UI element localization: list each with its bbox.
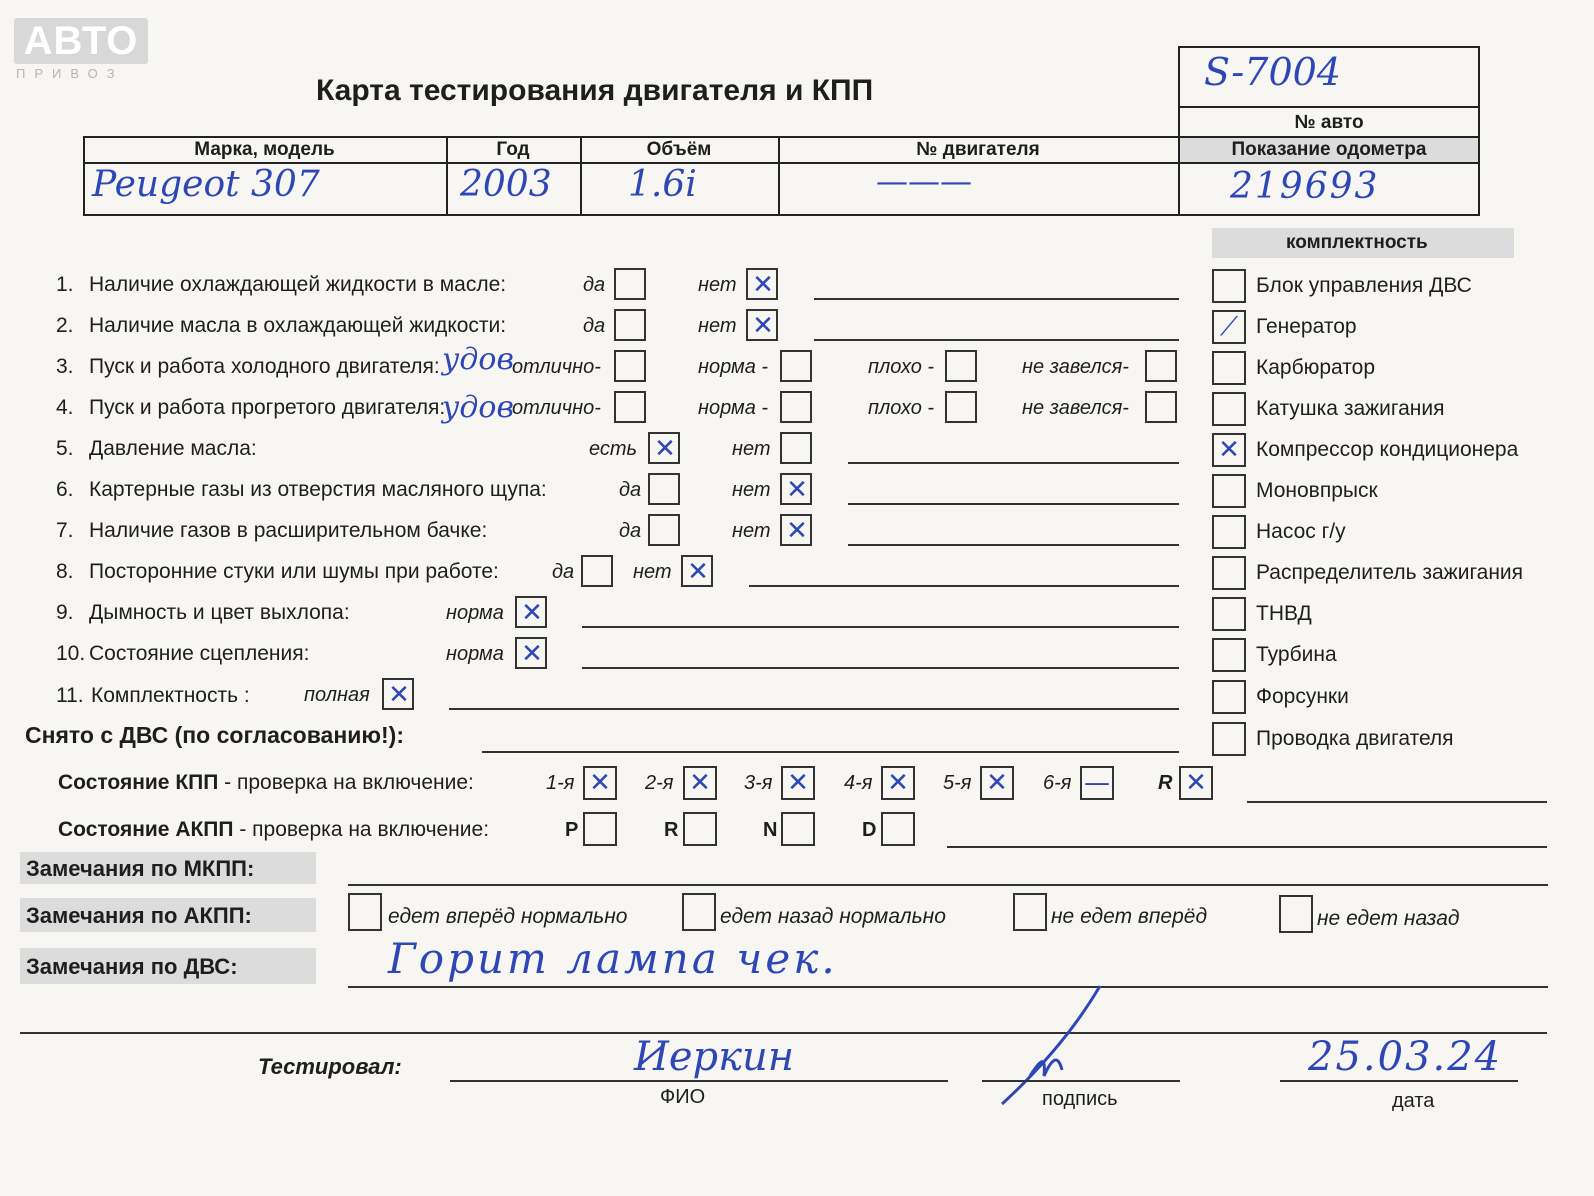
year-label: Год xyxy=(496,139,530,160)
checkbox[interactable] xyxy=(945,350,977,382)
completeness-checkbox[interactable] xyxy=(1212,680,1246,714)
notes-line xyxy=(814,298,1179,300)
akpp-checkbox[interactable] xyxy=(683,812,717,846)
gear-checkbox-checked[interactable] xyxy=(1179,766,1213,800)
checkbox[interactable] xyxy=(614,309,646,341)
kpp-label-bold: Состояние КПП xyxy=(58,771,219,794)
completeness-item: Распределитель зажигания xyxy=(1256,561,1524,584)
completeness-item: Компрессор кондиционера xyxy=(1256,438,1519,461)
option-label: нет xyxy=(732,520,771,542)
gear-label: 2-я xyxy=(645,772,674,794)
completeness-checkbox[interactable] xyxy=(1212,597,1246,631)
check-mark-icon: ⟋ xyxy=(1219,312,1239,342)
checkbox-checked[interactable] xyxy=(681,555,713,587)
plate-value: S-7004 xyxy=(1204,50,1341,94)
question-number: 11. xyxy=(56,684,84,707)
logo-subtitle: ПРИВОЗ xyxy=(16,66,124,81)
notes-line xyxy=(449,708,1179,710)
checkbox-checked[interactable] xyxy=(780,473,812,505)
completeness-item: Карбюратор xyxy=(1256,356,1376,379)
option-label: да xyxy=(552,561,575,583)
question-number: 7. xyxy=(56,519,74,542)
check-mark-icon: ✕ xyxy=(521,639,543,669)
checkbox[interactable] xyxy=(1145,391,1177,423)
question-text: Наличие газов в расширительном бачке: xyxy=(89,519,488,542)
signature-line xyxy=(982,1080,1180,1082)
gear-checkbox-checked[interactable] xyxy=(583,766,617,800)
completeness-checkbox[interactable] xyxy=(1212,556,1246,590)
akpp-notes-line xyxy=(947,846,1547,848)
checkbox-checked[interactable] xyxy=(515,596,547,628)
checkbox[interactable] xyxy=(945,391,977,423)
year-value: 2003 xyxy=(460,164,552,205)
completeness-checkbox-checked[interactable] xyxy=(1212,433,1246,467)
notes-line xyxy=(848,462,1179,464)
remarks-akpp-label: Замечания по АКПП: xyxy=(26,903,252,928)
remarks-mkpp-line xyxy=(348,884,1548,886)
remarks-dvs-label: Замечания по ДВС: xyxy=(26,954,238,979)
checkbox[interactable] xyxy=(780,391,812,423)
akpp-remark-checkbox[interactable] xyxy=(1013,893,1047,931)
completeness-item: Катушка зажигания xyxy=(1256,397,1445,420)
gear-label: 4-я xyxy=(844,772,873,794)
akpp-remark-option: не едет назад xyxy=(1317,907,1460,930)
gear-checkbox-checked[interactable] xyxy=(781,766,815,800)
question-number: 10. xyxy=(56,642,86,665)
gear-label: 5-я xyxy=(943,772,972,794)
checkbox[interactable] xyxy=(780,432,812,464)
completeness-item: ТНВД xyxy=(1256,602,1312,625)
checkbox[interactable] xyxy=(614,268,646,300)
notes-line xyxy=(582,667,1179,669)
completeness-item: Турбина xyxy=(1256,643,1337,666)
checkbox[interactable] xyxy=(614,391,646,423)
checkbox[interactable] xyxy=(648,473,680,505)
handwritten-note: удов xyxy=(442,342,514,377)
remarks-mkpp-label: Замечания по МКПП: xyxy=(26,856,255,881)
tested-label: Тестировал: xyxy=(258,1054,402,1079)
completeness-checkbox[interactable] xyxy=(1212,515,1246,549)
notes-line xyxy=(848,544,1179,546)
gear-checkbox-checked[interactable] xyxy=(683,766,717,800)
question-number: 1. xyxy=(56,273,74,296)
gear-label: 1-я xyxy=(546,772,575,794)
completeness-checkbox[interactable] xyxy=(1212,351,1246,385)
check-mark-icon: ✕ xyxy=(689,768,711,798)
question-number: 8. xyxy=(56,560,74,583)
completeness-checkbox-checked[interactable] xyxy=(1212,310,1246,344)
date-line xyxy=(1280,1080,1518,1082)
question-number: 4. xyxy=(56,396,74,419)
question-number: 9. xyxy=(56,601,74,624)
option-label: да xyxy=(583,274,606,296)
akpp-mode-label: P xyxy=(565,819,579,841)
option-label: нет xyxy=(732,438,771,460)
check-mark-icon: ✕ xyxy=(786,475,808,505)
removed-line xyxy=(482,751,1179,753)
option-label: плохо - xyxy=(868,356,935,378)
akpp-mode-label: R xyxy=(664,819,679,841)
completeness-item: Форсунки xyxy=(1256,685,1349,708)
odometer-value: 219693 xyxy=(1230,166,1380,207)
question-text: Комплектность : xyxy=(91,684,250,707)
question-text: Посторонние стуки или шумы при работе: xyxy=(89,560,499,583)
check-mark-icon: ✕ xyxy=(1218,435,1240,465)
completeness-item: Проводка двигателя xyxy=(1256,727,1454,750)
completeness-item: Моновпрыск xyxy=(1256,479,1378,502)
engine-number-label: № двигателя xyxy=(916,139,1040,160)
check-mark-icon: ✕ xyxy=(589,768,611,798)
brand-label: Марка, модель xyxy=(194,139,335,160)
remarks-dvs-line xyxy=(348,986,1548,988)
akpp-checkbox[interactable] xyxy=(583,812,617,846)
akpp-remark-option: не едет вперёд xyxy=(1051,905,1208,928)
completeness-checkbox[interactable] xyxy=(1212,474,1246,508)
akpp-remark-option: едет вперёд нормально xyxy=(388,905,628,928)
check-mark-icon: ✕ xyxy=(687,557,709,587)
option-label: нет xyxy=(698,315,737,337)
option-label: не завелся- xyxy=(1022,356,1129,378)
question-text: Картерные газы из отверстия масляного щупа: xyxy=(89,478,547,501)
completeness-item: Генератор xyxy=(1256,315,1357,338)
akpp-label-rest: - проверка на включение: xyxy=(233,818,490,841)
option-label: норма xyxy=(446,643,504,665)
volume-value: 1.6i xyxy=(628,164,697,205)
gear-label: 6-я xyxy=(1043,772,1072,794)
notes-line xyxy=(582,626,1179,628)
completeness-checkbox[interactable] xyxy=(1212,269,1246,303)
akpp-checkbox[interactable] xyxy=(881,812,915,846)
odometer-label: Показание одометра xyxy=(1231,139,1427,160)
gear-checkbox-checked[interactable] xyxy=(881,766,915,800)
checkbox-checked[interactable] xyxy=(780,514,812,546)
akpp-label xyxy=(58,818,489,842)
completeness-checkbox[interactable] xyxy=(1212,722,1246,756)
akpp-label-bold: Состояние АКПП xyxy=(58,818,234,841)
checkbox[interactable] xyxy=(614,350,646,382)
logo: АВТО xyxy=(14,18,148,64)
option-label: нет xyxy=(698,274,737,296)
akpp-checkbox[interactable] xyxy=(781,812,815,846)
dash-mark-icon: — xyxy=(1084,768,1110,798)
option-label: не завелся- xyxy=(1022,397,1129,419)
completeness-item: Насос г/у xyxy=(1256,520,1346,543)
page-title: Карта тестирования двигателя и КПП xyxy=(316,74,874,107)
akpp-remark-checkbox[interactable] xyxy=(682,893,716,931)
plate-label: № авто xyxy=(1294,112,1364,133)
option-label: норма xyxy=(446,602,504,624)
check-mark-icon: ✕ xyxy=(388,680,410,710)
completeness-checkbox[interactable] xyxy=(1212,638,1246,672)
akpp-mode-label: N xyxy=(763,819,778,841)
akpp-remark-option: едет назад нормально xyxy=(720,905,946,928)
check-mark-icon: ✕ xyxy=(787,768,809,798)
volume-label: Объём xyxy=(646,139,712,160)
question-number: 3. xyxy=(56,355,74,378)
question-text: Дымность и цвет выхлопа: xyxy=(89,601,350,624)
question-number: 5. xyxy=(56,437,74,460)
akpp-remark-checkbox[interactable] xyxy=(348,893,382,931)
completeness-checkbox[interactable] xyxy=(1212,392,1246,426)
question-text: Наличие масла в охлаждающей жидкости: xyxy=(89,314,507,337)
akpp-mode-label: D xyxy=(862,819,877,841)
completeness-item: Блок управления ДВС xyxy=(1256,274,1472,297)
question-text: Пуск и работа холодного двигателя: xyxy=(89,355,440,378)
check-mark-icon: ✕ xyxy=(887,768,909,798)
option-label: полная xyxy=(304,684,370,706)
question-number: 2. xyxy=(56,314,74,337)
option-label: отлично- xyxy=(512,397,601,419)
option-label: да xyxy=(583,315,606,337)
checkbox-checked[interactable] xyxy=(648,432,680,464)
check-mark-icon: ✕ xyxy=(986,768,1008,798)
checkbox[interactable] xyxy=(648,514,680,546)
question-text: Наличие охлаждающей жидкости в масле: xyxy=(89,273,507,296)
remarks-dvs-value: Горит лампа чек. xyxy=(388,934,838,983)
check-mark-icon: ✕ xyxy=(752,311,774,341)
check-mark-icon: ✕ xyxy=(786,516,808,546)
option-label: нет xyxy=(732,479,771,501)
brand-value: Peugeot 307 xyxy=(92,164,320,205)
gear-checkbox-dash[interactable] xyxy=(1080,766,1114,800)
date-value: 25.03.24 xyxy=(1308,1034,1503,1080)
date-label: дата xyxy=(1392,1090,1435,1112)
kpp-notes-line xyxy=(1247,801,1547,803)
kpp-label-rest: - проверка на включение: xyxy=(218,771,474,794)
option-label: да xyxy=(619,520,642,542)
signature-label: подпись xyxy=(1042,1088,1118,1110)
plate-divider xyxy=(1178,106,1480,108)
check-mark-icon: ✕ xyxy=(752,270,774,300)
notes-line xyxy=(749,585,1179,587)
gear-checkbox-checked[interactable] xyxy=(980,766,1014,800)
check-mark-icon: ✕ xyxy=(654,434,676,464)
option-label: нет xyxy=(633,561,672,583)
akpp-remark-checkbox[interactable] xyxy=(1279,895,1313,933)
option-label: отлично- xyxy=(512,356,601,378)
option-label: да xyxy=(619,479,642,501)
name-line xyxy=(450,1080,948,1082)
gear-label: 3-я xyxy=(744,772,773,794)
question-text: Состояние сцепления: xyxy=(89,642,310,665)
gear-label: R xyxy=(1158,772,1173,794)
check-mark-icon: ✕ xyxy=(521,598,543,628)
checkbox[interactable] xyxy=(1145,350,1177,382)
checkbox[interactable] xyxy=(780,350,812,382)
notes-line xyxy=(814,339,1179,341)
removed-label: Снято с ДВС (по согласованию!): xyxy=(25,722,404,748)
question-text: Пуск и работа прогретого двигателя: xyxy=(89,396,446,419)
checkbox-checked[interactable] xyxy=(746,309,778,341)
name-label: ФИО xyxy=(660,1086,706,1108)
completeness-title: комплектность xyxy=(1286,232,1428,253)
checkbox-checked[interactable] xyxy=(382,678,414,710)
handwritten-note: удов xyxy=(442,390,514,425)
tester-name-value: Иеркин xyxy=(634,1034,795,1080)
option-label: норма - xyxy=(698,356,769,378)
checkbox[interactable] xyxy=(581,555,613,587)
option-label: есть xyxy=(589,438,638,460)
checkbox-checked[interactable] xyxy=(746,268,778,300)
check-mark-icon: ✕ xyxy=(1185,768,1207,798)
option-label: плохо - xyxy=(868,397,935,419)
question-text: Давление масла: xyxy=(89,437,257,460)
kpp-label xyxy=(58,771,474,795)
option-label: норма - xyxy=(698,397,769,419)
question-number: 6. xyxy=(56,478,74,501)
engine-number-value: ——— xyxy=(876,162,972,200)
notes-line xyxy=(848,503,1179,505)
checkbox-checked[interactable] xyxy=(515,637,547,669)
